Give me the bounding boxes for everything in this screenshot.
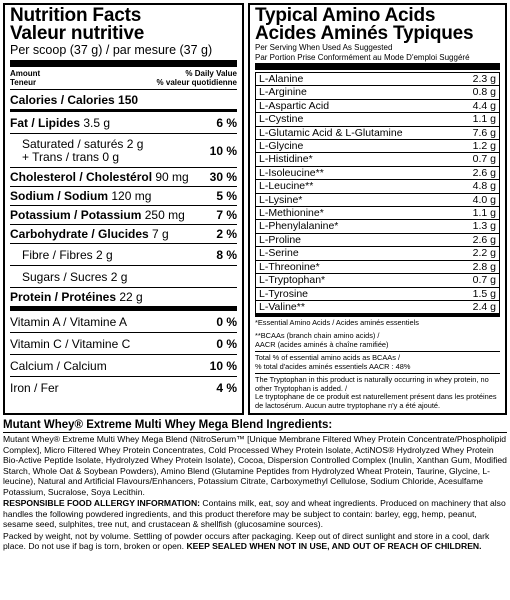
amino-acid-value: 2.8 g <box>472 260 496 273</box>
fat-label: Fat / Lipides <box>10 115 81 130</box>
amino-acid-name: L-Alanine <box>259 73 304 85</box>
amino-acid-value: 4.8 g <box>472 180 496 193</box>
amino-acid-row <box>256 193 499 206</box>
cholesterol-row <box>10 168 237 187</box>
fibre-label: Fibre / Fibres <box>22 247 93 262</box>
amino-acid-value: 7.6 g <box>472 126 496 139</box>
trans-label: + Trans / trans 0 g <box>22 149 120 164</box>
allergy-info <box>3 498 507 530</box>
allergy-label: RESPONSIBLE FOOD ALLERGY INFORMATION: <box>3 498 201 508</box>
total-bcaa-note <box>255 351 500 374</box>
tryptophan-note-fr: Le tryptophane de ce produit est naturellement présent dans les protéines de lactosérum. Aucun autre tryptophane n'y a été ajouté. <box>255 392 497 411</box>
amino-acid-row <box>256 73 499 85</box>
packing-text: Packed by weight, not by volume. Settling of powder occurs after packaging. Keep out of direct sunlight and store in a cool, dark place. Do not use if bag is torn, broken or open. <box>3 530 490 551</box>
protein-amount: 22 g <box>119 290 143 304</box>
amino-acid-list <box>255 72 500 317</box>
header-dv-en: % Daily Value <box>185 69 237 78</box>
amino-acid-row <box>256 85 499 98</box>
protein-row <box>10 288 237 311</box>
vitamin-c-label: Vitamin C / Vitamine C <box>10 336 131 351</box>
total-bcaa-line2: % total d'acides aminés essentiels AACR : 48% <box>255 361 411 371</box>
amino-acid-value: 1.5 g <box>472 287 496 300</box>
amino-acid-name: L-Tryptophan* <box>259 274 326 287</box>
carbohydrate-amount: 7 g <box>152 227 169 241</box>
nutrition-header <box>10 67 237 90</box>
header-amount-fr: Teneur <box>10 78 37 87</box>
serving-size: Per scoop (37 g) / par mesure (37 g) <box>10 43 237 67</box>
carbohydrate-row <box>10 225 237 244</box>
potassium-amount: 250 mg <box>144 208 185 222</box>
nutrition-title-en: Nutrition Facts <box>10 5 142 26</box>
amino-acid-name: L-Serine <box>259 247 299 260</box>
iron-row <box>10 377 237 399</box>
amino-acid-value: 1.3 g <box>472 220 496 233</box>
vitamin-c-dv: 0 % <box>216 336 237 351</box>
amino-acid-row <box>256 206 499 219</box>
amino-acid-name: L-Arginine <box>259 86 307 99</box>
amino-acid-value: 2.4 g <box>472 300 496 313</box>
ingredients-title: Mutant Whey® Extreme Multi Whey Mega Blend Ingredients: <box>3 418 507 433</box>
amino-acid-name: L-Aspartic Acid <box>259 99 330 112</box>
fibre-row <box>10 244 237 266</box>
sugars-amount: 2 g <box>110 269 128 284</box>
vitamin-a-dv: 0 % <box>216 314 237 329</box>
amino-title-en: Typical Amino Acids <box>255 5 436 26</box>
essential-note: *Essential Amino Acids / Acides aminés essentiels <box>255 318 419 328</box>
amino-acid-row <box>256 99 499 112</box>
amino-acid-row <box>256 112 499 125</box>
amino-acid-row <box>256 126 499 139</box>
amino-acid-value: 2.6 g <box>472 166 496 179</box>
packing-warning: KEEP SEALED WHEN NOT IN USE, AND OUT OF REACH OF CHILDREN. <box>186 541 482 551</box>
amino-acid-name: L-Leucine** <box>259 180 314 193</box>
header-dv-fr: % valeur quotidienne <box>156 78 237 87</box>
amino-acid-name: L-Cystine <box>259 113 304 126</box>
saturated-label: Saturated / saturés 2 g <box>22 136 144 151</box>
amino-acid-name: L-Glutamic Acid & L-Glutamine <box>259 126 403 139</box>
saturated-fat-row <box>10 134 237 168</box>
bcaa-note-line2: AACR (acides aminés à chaîne ramifiée) <box>255 339 389 349</box>
vitamin-c-row <box>10 333 237 355</box>
ingredients-body: Mutant Whey® Extreme Multi Whey Mega Blend (NitroSerum™ [Unique Membrane Filtered Whey Protein Concentrate/Phospholipid Complex], Micro Filtered Whey Protein Concentrates, Cold Processed Whey Protein Isolate, ActiNOS® Hydrolyzed Whey Protein Bio-Active Peptide Isolate, Hydrolyzed Whey Protein Isolate), Cocoa, Dispersion Controlled Complex (Inulin, Xanthan Gum, Modified Starch, Whole Oat & Soybean Powders), Amino Blend (Glutamine Peptides from Hydrolyzed Wheat Protein, Taurine, Glycine, L-leucine), Natural and Artificial Flavours/Enhancers, Potassium Citrate, Carboxymethyl Cellulose, Sodium Chloride, Acesulfame Potassium, Sucralose, Soya Lecithin. <box>3 434 507 497</box>
amino-acid-name: L-Phenylalanine* <box>259 220 339 233</box>
fat-amount: 3.5 g <box>83 115 111 130</box>
carbohydrate-dv: 2 % <box>216 227 237 241</box>
amino-acid-name: L-Glycine <box>259 140 304 153</box>
amino-acid-value: 0.7 g <box>472 274 496 287</box>
amino-acid-row <box>256 219 499 232</box>
amino-acids-panel <box>248 3 507 415</box>
amino-acid-row <box>256 166 499 179</box>
potassium-label: Potassium / Potassium <box>10 208 142 222</box>
protein-label: Protein / Protéines <box>10 290 117 304</box>
amino-title-fr: Acides Aminés Typiques <box>255 23 474 44</box>
potassium-row <box>10 206 237 225</box>
amino-acid-value: 1.1 g <box>472 113 496 126</box>
amino-acid-row <box>256 287 499 300</box>
bcaa-note <box>255 330 500 351</box>
sugars-row <box>10 266 237 288</box>
calcium-dv: 10 % <box>209 358 237 373</box>
amino-acid-name: L-Proline <box>259 233 302 246</box>
carbohydrate-label: Carbohydrate / Glucides <box>10 227 149 241</box>
ingredients-block <box>3 418 507 552</box>
iron-label: Iron / Fer <box>10 381 59 395</box>
amino-acid-name: L-Histidine* <box>259 153 313 166</box>
calories-label: Calories / Calories 150 <box>10 92 139 107</box>
amino-subtitle-fr: Par Portion Prise Conformément au Mode D'emploi Suggéré <box>255 52 470 62</box>
amino-acid-value: 2.3 g <box>472 73 496 85</box>
cholesterol-amount: 90 mg <box>155 170 189 184</box>
vitamin-a-row <box>10 311 237 333</box>
amino-acid-row <box>256 152 499 165</box>
sugars-label: Sugars / Sucres <box>22 269 108 284</box>
amino-acid-row <box>256 246 499 259</box>
amino-acid-name: L-Valine** <box>259 300 305 313</box>
sodium-label: Sodium / Sodium <box>10 189 108 203</box>
packing-info <box>3 531 507 552</box>
amino-acid-row <box>256 179 499 192</box>
amino-acid-value: 4.0 g <box>472 193 496 206</box>
fibre-dv: 8 % <box>216 247 237 262</box>
nutrition-title-fr: Valeur nutritive <box>10 23 145 44</box>
calories-row <box>10 90 237 112</box>
amino-acid-row <box>256 233 499 246</box>
saturated-dv: 10 % <box>209 143 237 158</box>
amino-acid-name: L-Tyrosine <box>259 287 309 300</box>
amino-acid-value: 1.1 g <box>472 207 496 220</box>
cholesterol-dv: 30 % <box>209 170 237 184</box>
tryptophan-note-en: The Tryptophan in this product is naturally occurring in whey protein, no other Tryptophan is added. / <box>255 375 489 393</box>
amino-acid-name: L-Methionine* <box>259 207 324 220</box>
calcium-label: Calcium / Calcium <box>10 358 107 373</box>
sodium-amount: 120 mg <box>111 189 152 203</box>
fat-row <box>10 112 237 134</box>
sodium-row <box>10 187 237 206</box>
amino-acid-name: L-Threonine* <box>259 260 320 273</box>
allergy-text: Contains milk, eat, soy and wheat ingredients. Produced on machinery that also handles the following powdered ingredients, and this product therefore may be subject to contain: barley, egg, hemp, peanut, sesame seed, sulphites, tree nut, and crustacean & shellfish (glucosamine sources). <box>3 498 506 529</box>
fat-dv: 6 % <box>216 115 237 130</box>
amino-acid-value: 2.2 g <box>472 247 496 260</box>
header-amount-en: Amount <box>10 69 41 78</box>
amino-acid-row <box>256 273 499 286</box>
sodium-dv: 5 % <box>216 189 237 203</box>
bcaa-note-line1: **BCAAs (branch chain amino acids) / <box>255 330 380 340</box>
tryptophan-note <box>255 374 500 412</box>
amino-acid-value: 2.6 g <box>472 233 496 246</box>
amino-acid-row <box>256 260 499 273</box>
amino-acid-value: 0.8 g <box>472 86 496 99</box>
amino-acid-value: 4.4 g <box>472 99 496 112</box>
amino-acid-name: L-Isoleucine** <box>259 166 324 179</box>
amino-acid-row <box>256 300 499 313</box>
amino-subtitle <box>255 43 500 70</box>
iron-dv: 4 % <box>216 381 237 395</box>
calcium-row <box>10 355 237 377</box>
vitamin-a-label: Vitamin A / Vitamine A <box>10 314 127 329</box>
potassium-dv: 7 % <box>216 208 237 222</box>
fibre-amount: 2 g <box>96 247 113 262</box>
amino-acid-name: L-Lysine* <box>259 193 303 206</box>
total-bcaa-line1: Total % of essential amino acids as BCAAs / <box>255 353 401 363</box>
nutrition-facts-panel <box>3 3 244 415</box>
amino-subtitle-en: Per Serving When Used As Suggested <box>255 43 393 52</box>
amino-acid-row <box>256 139 499 152</box>
cholesterol-label: Cholesterol / Cholestérol <box>10 170 153 184</box>
amino-acid-value: 0.7 g <box>472 153 496 166</box>
amino-acid-value: 1.2 g <box>472 140 496 153</box>
